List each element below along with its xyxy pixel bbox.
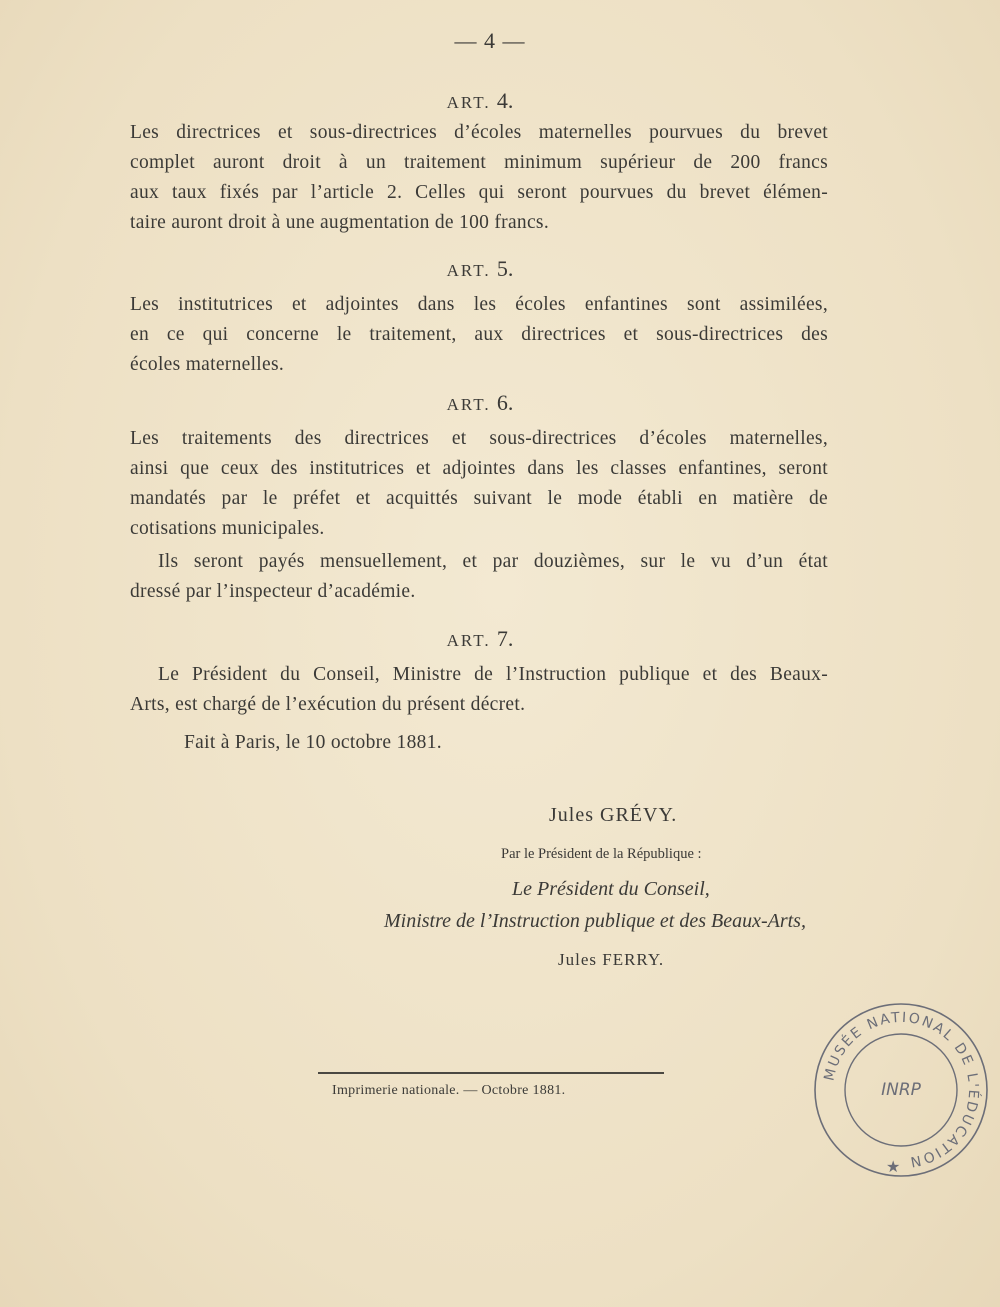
article-4-line: Les directrices et sous-directrices d’écoles maternelles pourvues du brevet <box>130 122 828 143</box>
by-line: Par le Président de la République : <box>501 846 702 862</box>
article-7-heading: ART. 7. <box>446 626 514 651</box>
footer-rule <box>318 1072 664 1074</box>
article-6-line: cotisations municipales. <box>130 518 325 539</box>
countersigner-title-2: Ministre de l’Instruction publique et des Beaux-Arts, <box>384 910 806 932</box>
article-5-heading: ART. 5. <box>446 256 514 281</box>
printer-footer: Imprimerie nationale. — Octobre 1881. <box>332 1083 566 1098</box>
article-4-heading: ART. 4. <box>446 88 514 113</box>
article-5-line: Les institutrices et adjointes dans les écoles enfantines sont assimilées, <box>130 294 828 315</box>
article-6-line: dressé par l’inspecteur d’académie. <box>130 581 416 602</box>
page-number: — 4 — <box>454 28 526 53</box>
countersigner-name: Jules FERRY. <box>558 950 665 969</box>
article-4-line: aux taux fixés par l’article 2. Celles qui seront pourvues du brevet élémen- <box>130 182 828 203</box>
signer-name: Jules GRÉVY. <box>549 804 678 826</box>
article-4-line: taire auront droit à une augmentation de 100 francs. <box>130 212 549 233</box>
article-7-line: Arts, est chargé de l’exécution du présent décret. <box>130 694 526 715</box>
article-7-line: Le Président du Conseil, Ministre de l’Instruction publique et des Beaux- <box>158 664 828 685</box>
article-5-line: écoles maternelles. <box>130 354 285 375</box>
article-6-line: ainsi que ceux des institutrices et adjointes dans les classes enfantines, seront <box>130 458 828 479</box>
dated-line: Fait à Paris, le 10 octobre 1881. <box>184 732 442 753</box>
article-6-line: mandatés par le préfet et acquittés suivant le mode établi en matière de <box>130 488 828 509</box>
article-5-line: en ce qui concerne le traitement, aux directrices et sous-directrices des <box>130 324 828 345</box>
article-6-line: Les traitements des directrices et sous-directrices d’écoles maternelles, <box>130 428 828 449</box>
library-stamp <box>806 990 996 1190</box>
article-6-heading: ART. 6. <box>446 390 514 415</box>
star-icon: ★ <box>886 1157 901 1176</box>
article-6-line: Ils seront payés mensuellement, et par douzièmes, sur le vu d’un état <box>158 551 828 572</box>
stamp-ring-text: MUSÉE NATIONAL DE L'ÉDUCATION <box>821 1009 982 1170</box>
stamp-center-text: INRP <box>881 1080 921 1100</box>
countersigner-title-1: Le Président du Conseil, <box>512 878 710 900</box>
article-4-line: complet auront droit à un traitement minimum supérieur de 200 francs <box>130 152 828 173</box>
